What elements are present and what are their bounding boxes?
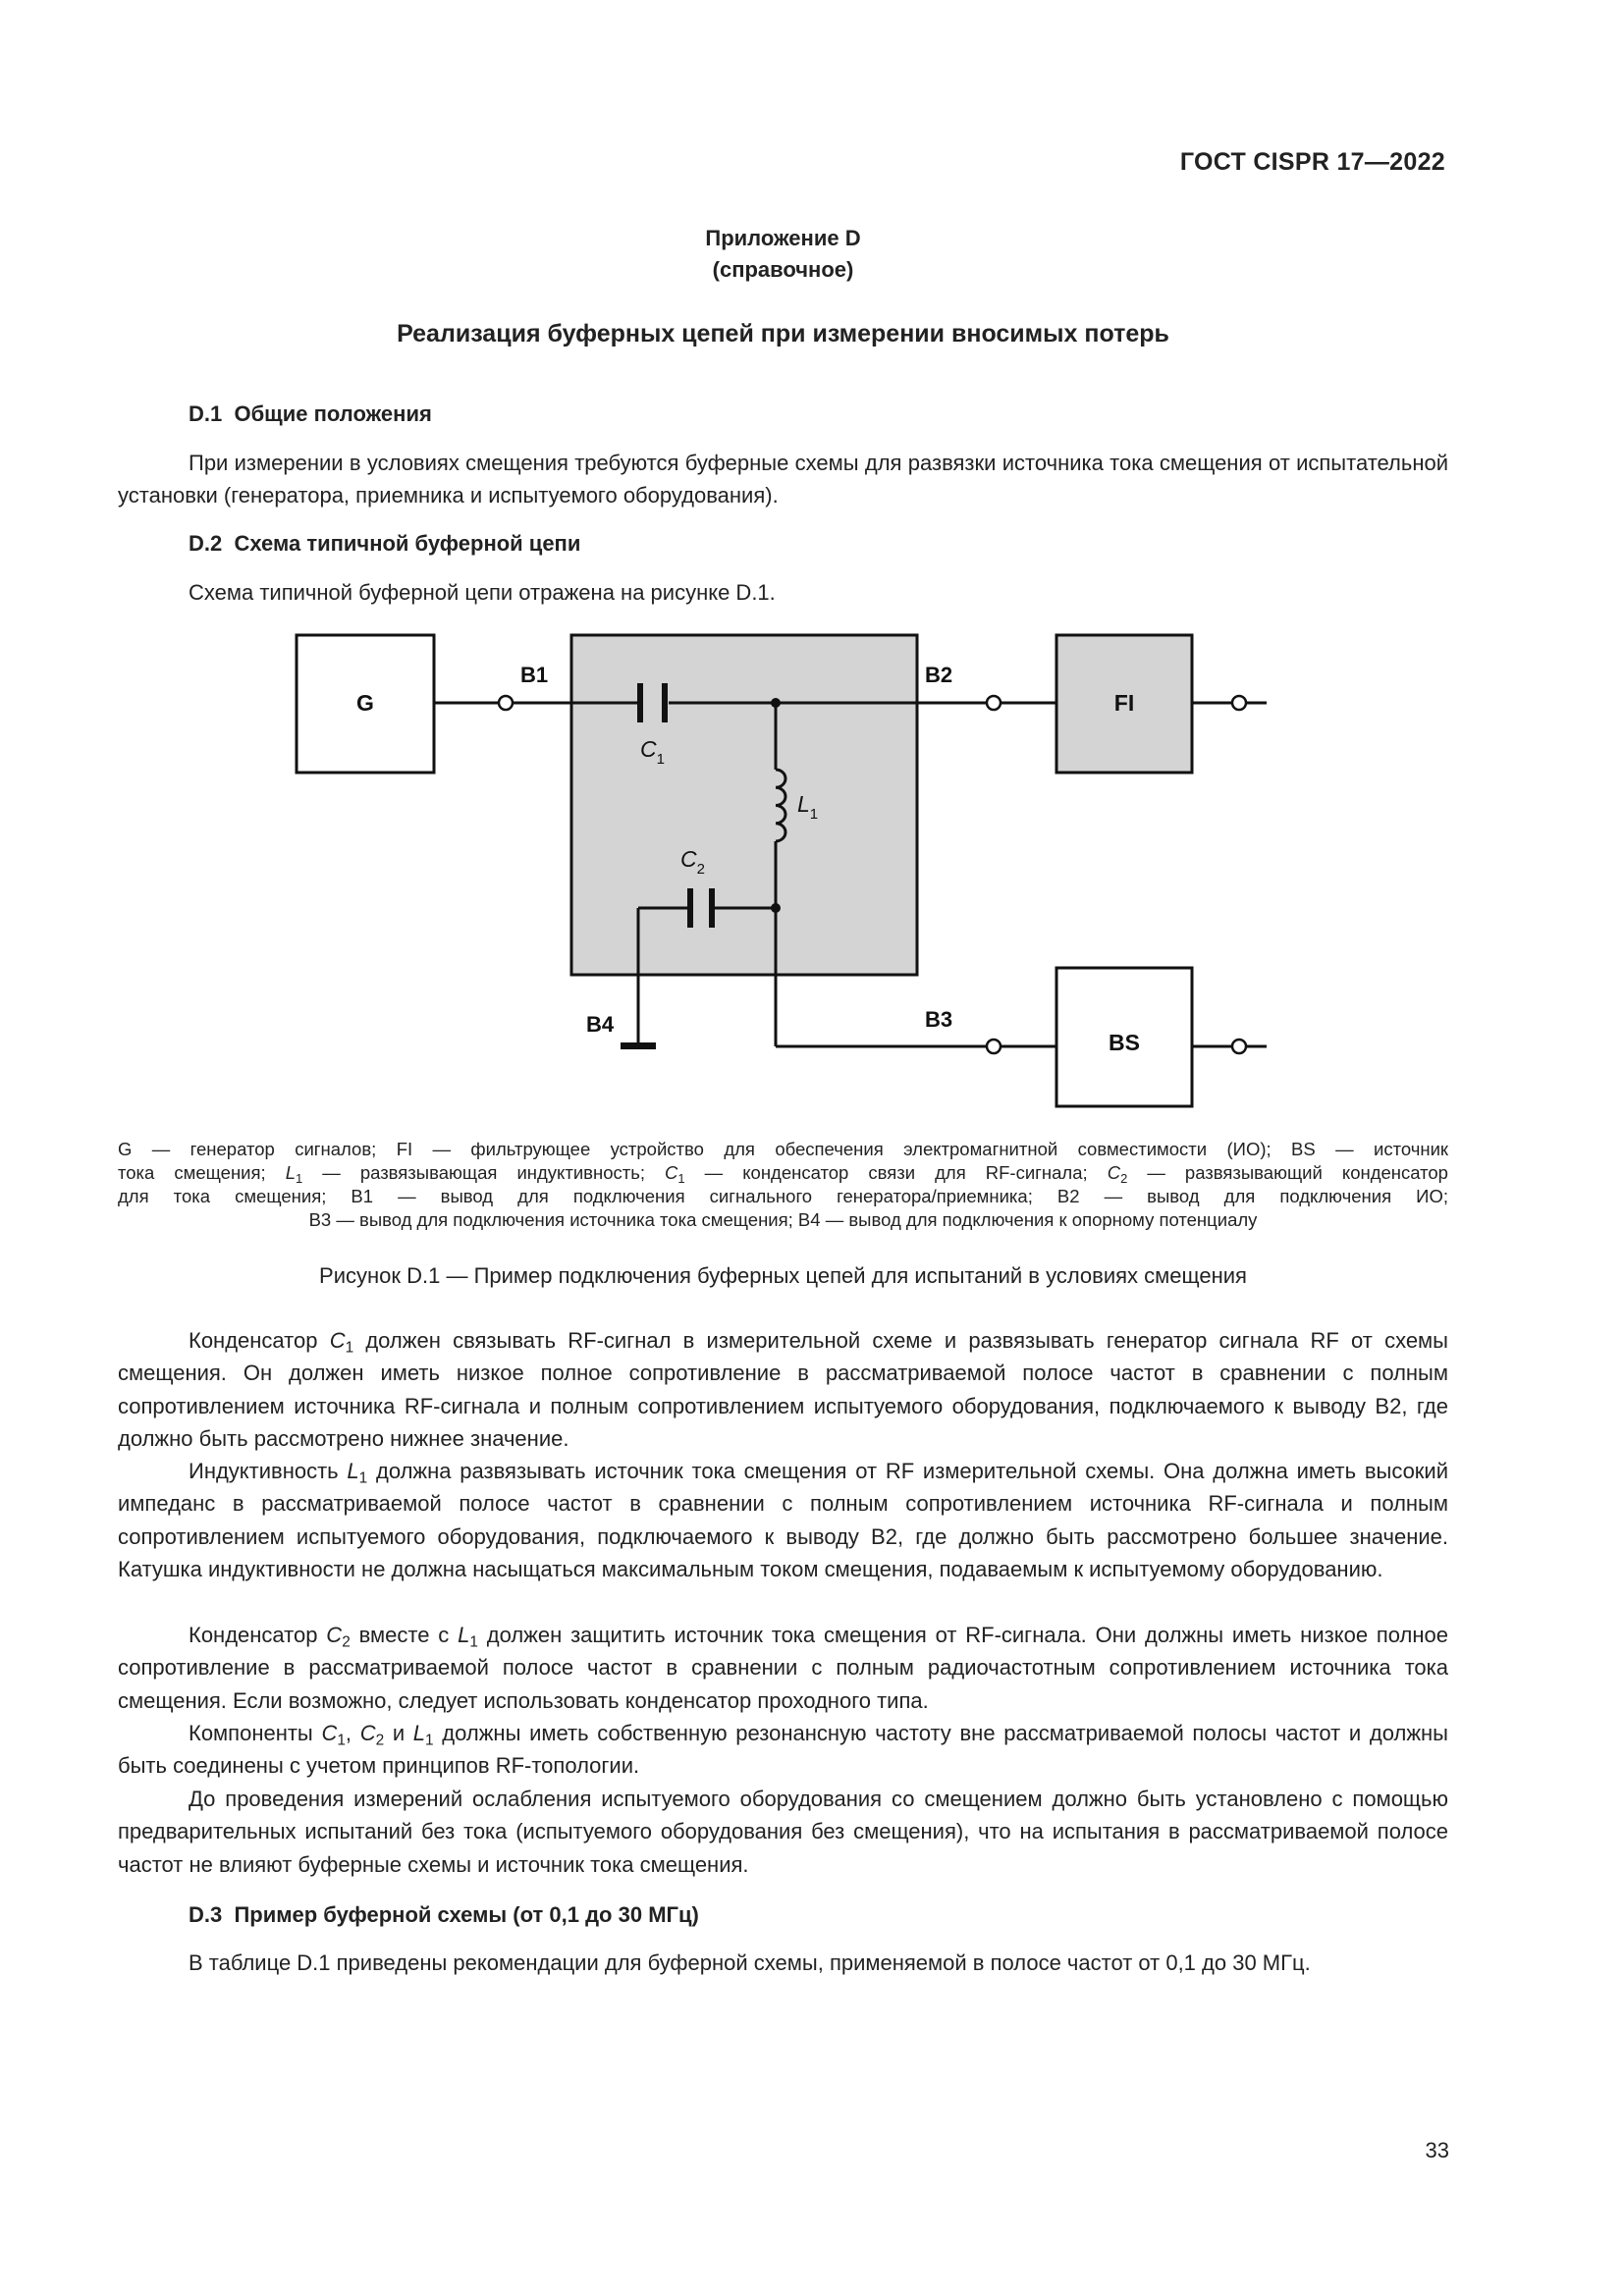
capacitor-c2-label: $C_2$ — [680, 846, 705, 878]
terminal-b3 — [987, 1040, 1001, 1053]
terminal-b1-label: B1 — [520, 663, 549, 687]
filter-label: FI — [1113, 690, 1135, 716]
page-number: 33 — [1425, 2138, 1449, 2163]
appendix-title: Реализация буферных цепей при измерении вносимых потерь — [397, 320, 1169, 347]
buffer-network-block — [571, 635, 917, 975]
section-d2-text: Схема типичной буферной цепи отражена на рисунке D.1. — [189, 580, 776, 605]
legend-line: для тока смещения; B1 — вывод для подключения сигнального генератора/приемника; B2 — вывод для подключения ИО; — [118, 1186, 1448, 1206]
terminal-b4-label: B4 — [586, 1012, 615, 1037]
terminal-b2 — [987, 696, 1001, 710]
body-paragraph-c2: Конденсатор $C_2$ вместе с $L_1$ должен защитить источник тока смещения от RF-сигнала. Они должны иметь низкое полное сопротивление в рассматриваемой полосе частот в сравнении с полным радиочастотным сопротивлением источника тока смещения. Если возможно, следует использовать конденсатор проходного типа. — [118, 1623, 1448, 1713]
terminal-bs-out — [1232, 1040, 1246, 1053]
terminal-b2-label: B2 — [925, 663, 953, 687]
capacitor-c1-label: $C_1$ — [640, 736, 665, 768]
standard-designation: ГОСТ CISPR 17—2022 — [1179, 148, 1445, 176]
buffer-circuit-diagram — [275, 618, 1276, 1119]
body-paragraph-l1: Индуктивность $L_1$ должна развязывать источник тока смещения от RF измерительной схемы. Она должна иметь высокий импеданс в рассматриваемой полосе частот в сравнении с полным сопротивлением источника RF-сигнала и полным сопротивлением испытуемого оборудования, подключаемого к выводу B2, где должно быть рассмотрено большее значение. Катушка индуктивности не должна насыщаться максимальным током смещения, подаваемым к испытуемому оборудованию. — [118, 1459, 1449, 1581]
legend-line: тока смещения; $L_1$ — развязывающая индуктивность; $C_1$ — конденсатор связи для RF-сигнала; $C_2$ — развязывающий конденсатор — [118, 1162, 1448, 1186]
generator-label: G — [356, 690, 374, 716]
legend-line: G — генератор сигналов; FI — фильтрующее устройство для обеспечения электромагнитной совместимости (ИО); BS — источник — [118, 1139, 1448, 1159]
terminal-b3-label: B3 — [925, 1007, 953, 1032]
body-paragraph-components: Компоненты $C_1$, $C_2$ и $L_1$ должны иметь собственную резонансную частоту вне рассматриваемой полосы частот и должны быть соединены с учетом принципов RF-топологии. — [118, 1721, 1448, 1779]
figure-legend — [118, 1138, 1448, 1232]
ground-symbol — [621, 1042, 656, 1049]
section-d2-heading: D.2 Схема типичной буферной цепи — [189, 531, 581, 556]
appendix-label: Приложение D — [705, 226, 861, 250]
body-paragraph-pretest: До проведения измерений ослабления испытуемого оборудования со смещением должно быть установлено с помощью предварительных испытаний без тока (испытуемого оборудования без смещения), что на испытания в рассматриваемой полосе частот не влияют буферные схемы и источник тока смещения. — [118, 1787, 1448, 1877]
body-paragraph-c1: Конденсатор $C_1$ должен связывать RF-сигнал в измерительной схеме и развязывать генератор сигнала RF от схемы смещения. Он должен иметь низкое полное сопротивление в рассматриваемой полосе частот в сравнении с полным сопротивлением источника RF-сигнала и полным сопротивлением испытуемого оборудования, подключаемого к выводу B2, где должно быть рассмотрено нижнее значение. — [118, 1328, 1448, 1451]
junction-dot — [771, 698, 781, 708]
bias-source-label: BS — [1109, 1030, 1140, 1055]
legend-line: B3 — вывод для подключения источника тока смещения; B4 — вывод для подключения к опорному потенциалу — [308, 1209, 1258, 1230]
figure-caption: Рисунок D.1 — Пример подключения буферных цепей для испытаний в условиях смещения — [319, 1263, 1247, 1288]
inductor-l1-label: $L_1$ — [797, 791, 819, 823]
junction-dot — [771, 903, 781, 913]
section-d1-text: При измерении в условиях смещения требуются буферные схемы для развязки источника тока смещения от испытательной установки (генератора, приемника и испытуемого оборудования). — [118, 451, 1448, 508]
section-d3-heading: D.3 Пример буферной схемы (от 0,1 до 30 МГц) — [189, 1902, 699, 1927]
section-d1-heading: D.1 Общие положения — [189, 401, 432, 426]
terminal-b1 — [499, 696, 513, 710]
section-d3-text: В таблице D.1 приведены рекомендации для буферной схемы, применяемой в полосе частот от 0,1 до 30 МГц. — [189, 1950, 1311, 1975]
appendix-type: (справочное) — [712, 257, 854, 282]
terminal-fi-out — [1232, 696, 1246, 710]
